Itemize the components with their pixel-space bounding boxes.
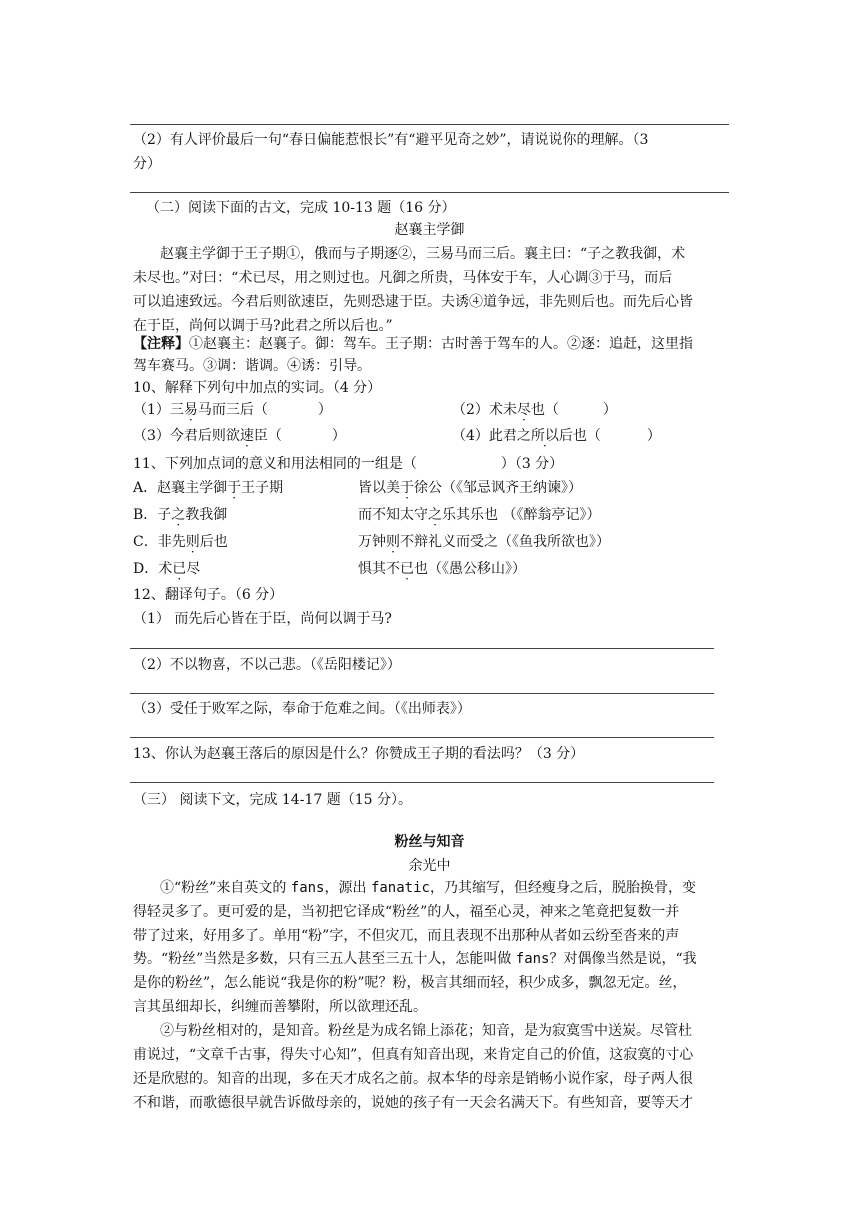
- answer-line: [130, 124, 729, 125]
- article-p2-line-2: 甫说过，“文章千古事，得失寸心知”，但真有知音出现，来肯定自己的价值，这寂寞的寸心: [133, 1047, 694, 1063]
- dotted-word: 之: [428, 507, 442, 523]
- answer-line[interactable]: [130, 648, 714, 649]
- question-12-item-1: （1） 而先后心皆在于臣，尚何以调于马?: [133, 611, 392, 627]
- article-p2-line-1: ②与粉丝相对的，是知音。粉丝是为成名锦上添花；知音，是为寂寞雪中送炭。尽管杜: [160, 1023, 692, 1039]
- option-d-left: D．术已尽: [133, 561, 201, 577]
- option-b-right: 而不知太守之乐其乐也 （《醉翁亭记》）: [358, 507, 601, 523]
- answer-line[interactable]: [130, 737, 714, 738]
- question-10-stem: 10、解释下列句中加点的实词。（4 分）: [133, 380, 382, 396]
- answer-line[interactable]: [130, 693, 714, 694]
- question-10-item-4: （4）此君之所以后也（ ）: [452, 428, 661, 444]
- dotted-word: 尽: [516, 402, 531, 418]
- notes-line-2: 驾车赛马。③调：谐调。④诱：引导。: [133, 358, 371, 374]
- option-a-right: 皆以美于徐公（《邹忌讽齐王纳谏》）: [358, 480, 582, 496]
- question-12-item-2: （2）不以物喜，不以己悲。（《岳阳楼记》）: [133, 657, 401, 673]
- option-c-right: 万钟则不辩礼义而受之（《鱼我所欲也》）: [358, 534, 610, 550]
- question-9-2-line2: 分）: [133, 156, 161, 172]
- section3-heading: （三） 阅读下文，完成 14-17 题（15 分）。: [133, 792, 412, 808]
- section2-heading: （二）阅读下面的古文，完成 10-13 题（16 分）: [146, 200, 456, 216]
- answer-line: [130, 192, 729, 193]
- question-10-item-2: （2）术未尽也（ ）: [452, 402, 617, 418]
- passage-line-2: 未尽也。”对曰：“术已尽，用之则过也。凡御之所贵，马体安于车，人心调③于马，而后: [133, 270, 673, 286]
- article-p1-line-2: 得轻灵多了。更可爱的是，当初把它译成“粉丝”的人，福至心灵，神来之笔竟把复数一并: [133, 904, 680, 920]
- article-p1-line-1: ①“粉丝”来自英文的 fans，源出 fanatic，乃其缩写，但经瘦身之后，脱胎换骨，变: [160, 880, 696, 896]
- article-p2-line-3: 还是欣慰的。知音的出现，多在天才成名之前。叔本华的母亲是销畅小说作家，母子两人很: [133, 1071, 693, 1087]
- article-title: 粉丝与知音: [394, 834, 465, 850]
- passage-line-3: 可以追速致远。今君后则欲速臣，先则恐逮于臣。夫诱④道争远，非先则后也。而先后心皆: [133, 294, 693, 310]
- question-12-item-3: （3）受任于败军之际，奉命于危难之间。（《出师表》）: [133, 701, 471, 717]
- notes-label: 【注释】: [133, 336, 189, 352]
- dotted-word: 速: [239, 428, 254, 444]
- question-13-stem: 13、你认为赵襄王落后的原因是什么？你赞成王子期的看法吗？（3 分）: [133, 746, 585, 762]
- article-p1-line-6: 言其虽细却长，纠缠而善攀附，所以欲理还乱。: [133, 999, 427, 1015]
- option-a-left: A．赵襄主学御于王子期: [133, 480, 284, 496]
- passage-line-4: 在于臣，尚何以调于马?此君之所以后也。”: [133, 318, 393, 334]
- article-author: 余光中: [408, 858, 451, 874]
- dotted-word: 已: [400, 561, 414, 577]
- question-9-2-line1: （2）有人评价最后一句“春日偏能惹恨长”有“避平见奇之妙”，请说说你的理解。（3: [133, 132, 649, 148]
- question-10-item-3: （3）今君后则欲速臣（ ）: [133, 428, 346, 444]
- dotted-word: 则: [185, 534, 200, 550]
- notes-text: ①赵襄主：赵襄子。御：驾车。王子期：古时善于驾车的人。②逐：追赶，这里指: [189, 336, 693, 352]
- option-d-right: 惧其不已也（《愚公移山》）: [358, 561, 526, 577]
- notes-line-1: [133, 334, 693, 354]
- passage-line-1: 赵襄主学御于王子期①，俄而与子期逐②，三易马而三后。襄主曰：“子之教我御，术: [160, 246, 686, 262]
- dotted-word: 易: [183, 402, 198, 418]
- dotted-word: 所以: [530, 428, 559, 444]
- article-p1-line-3: 带了过来，好用多了。单用“粉”字，不但灾兀，而且表现不出那种从者如云纷至沓来的声: [133, 928, 680, 944]
- dotted-word: 则: [386, 534, 400, 550]
- question-11-stem: 11、下列加点词的意义和用法相同的一组是（ ）（3 分）: [133, 456, 564, 472]
- article-p1-line-5: 是你的粉丝”，怎么能说“我是你的粉”呢？粉，极言其细而轻，积少成多，飘忽无定。丝，: [133, 975, 687, 991]
- dotted-word: 之: [171, 507, 186, 523]
- option-b-left: B．子之教我御: [133, 507, 228, 523]
- dotted-word: 于: [400, 480, 414, 496]
- dotted-word: 于: [227, 480, 242, 496]
- article-p1-line-4: 势。“粉丝”当然是多数，只有三五人甚至三五十人，怎能叫做 fans？对偶像当然是说，“我: [133, 951, 697, 967]
- dotted-word: 已: [172, 561, 187, 577]
- question-10-item-1: （1）三易马而三后（ ）: [133, 402, 332, 418]
- answer-line[interactable]: [130, 782, 714, 783]
- question-12-stem: 12、翻译句子。（6 分）: [133, 587, 284, 603]
- option-c-left: C．非先则后也: [133, 534, 228, 550]
- passage-title: 赵襄主学御: [394, 222, 465, 238]
- article-p2-line-4: 不和谐，而歌德很早就告诉做母亲的，说她的孩子有一天会名满天下。有些知音，要等天才: [133, 1095, 693, 1111]
